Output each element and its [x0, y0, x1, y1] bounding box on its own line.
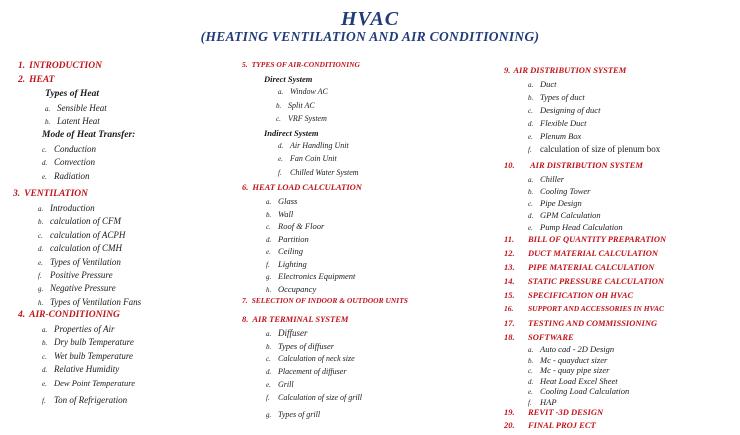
- item-marker: e.: [528, 224, 533, 232]
- section-title: AIR TERMINAL SYSTEM: [252, 314, 349, 324]
- item-marker: a.: [278, 88, 284, 96]
- section-title: HEAT: [29, 75, 55, 85]
- item-text: calculation of CMH: [50, 243, 122, 254]
- section-air-terminal-system: [242, 315, 502, 329]
- item-marker: d.: [266, 367, 272, 376]
- list-item: [18, 396, 233, 409]
- item-marker: d.: [42, 366, 48, 375]
- item-marker: c.: [42, 352, 47, 361]
- section-pipe-material: [504, 263, 740, 277]
- item-text: Cooling Tower: [540, 186, 591, 196]
- section-title: TYPES OF AIR-CONDITIONING: [251, 60, 360, 69]
- list-item: [504, 145, 740, 161]
- list-item: [18, 352, 233, 365]
- item-marker: b.: [528, 356, 534, 365]
- item-text: calculation of CFM: [50, 216, 121, 227]
- item-marker: d.: [278, 141, 284, 150]
- section-final-project: [504, 421, 740, 435]
- item-marker: a.: [266, 330, 272, 338]
- section-title: REVIT -3D DESIGN: [528, 407, 604, 417]
- item-text: Fan Coin Unit: [290, 154, 337, 163]
- section-number: 17.: [504, 318, 515, 328]
- section-specification: [504, 291, 740, 305]
- item-text: GPM Calculation: [540, 210, 601, 220]
- section-number: 5.: [242, 60, 248, 69]
- item-marker: h.: [266, 285, 272, 294]
- column-2: [242, 61, 502, 424]
- item-text: Calculation of size of grill: [278, 392, 363, 402]
- item-marker: e.: [266, 248, 271, 256]
- item-text: Mc - quay pipe sizer: [540, 365, 610, 375]
- item-text: Mc - quayduct sizer: [540, 354, 608, 365]
- list-item: [18, 158, 233, 171]
- section-heat: [18, 76, 233, 90]
- column-1: [13, 61, 233, 409]
- item-text: Types of duct: [540, 92, 585, 102]
- item-marker: d.: [266, 235, 272, 244]
- item-text: Partition: [278, 233, 309, 244]
- item-text: Ton of Refrigeration: [54, 394, 128, 405]
- section-title: DUCT MATERIAL CALCULATION: [528, 248, 659, 258]
- list-item: [18, 217, 233, 230]
- section-title: AIR DISTRIBUTION SYSTEM: [513, 65, 627, 75]
- section-heat-load-calculation: [242, 183, 502, 197]
- item-text: Electronics Equipment: [278, 271, 356, 281]
- section-support-accessories: [504, 305, 740, 319]
- item-text: Cooling Load Calculation: [540, 386, 630, 396]
- section-selection-of-units: [242, 297, 502, 315]
- list-item: [242, 169, 502, 183]
- item-text: Chiller: [540, 174, 565, 184]
- item-marker: e.: [528, 133, 533, 141]
- item-marker: d.: [528, 212, 534, 220]
- list-item: [18, 365, 233, 378]
- item-marker: c.: [276, 115, 281, 123]
- item-text: calculation of size of plenum box: [540, 144, 661, 154]
- section-ventilation: [13, 190, 233, 204]
- list-item: [242, 102, 502, 116]
- item-marker: c.: [528, 367, 533, 375]
- item-text: Plenum Box: [540, 131, 582, 141]
- section-number: 1.: [18, 61, 26, 71]
- item-marker: f.: [38, 271, 42, 280]
- list-item: [242, 155, 502, 169]
- list-item: [18, 172, 233, 185]
- section-number: 9.: [504, 65, 511, 75]
- section-air-distribution-system: [504, 66, 740, 80]
- item-text: Wall: [278, 208, 294, 219]
- item-marker: a.: [266, 198, 272, 206]
- item-text: HAP: [540, 396, 557, 407]
- subheading-mode-of-heat-transfer: Mode of Heat Transfer:: [42, 129, 136, 140]
- item-text: Air Handling Unit: [290, 140, 349, 150]
- list-item: [18, 117, 233, 130]
- section-number: 10.: [504, 160, 515, 170]
- list-item: [242, 411, 502, 424]
- item-marker: b.: [42, 339, 48, 348]
- item-marker: a.: [38, 204, 44, 213]
- item-text: Auto cad - 2D Design: [540, 344, 615, 354]
- item-marker: c.: [266, 223, 271, 231]
- subheading-indirect-system: Indirect System: [264, 127, 319, 138]
- item-marker: b.: [38, 218, 44, 227]
- item-marker: d.: [528, 120, 534, 128]
- item-text: Split AC: [288, 100, 315, 110]
- item-marker: c.: [42, 145, 47, 154]
- item-text: Grill: [278, 379, 294, 389]
- item-marker: g.: [266, 410, 272, 419]
- list-item: [18, 231, 233, 244]
- section-title: AIR DISTRIBUTION SYSTEM: [530, 160, 643, 170]
- item-marker: e.: [528, 388, 533, 396]
- item-marker: e.: [42, 172, 47, 181]
- item-text: Convection: [54, 157, 95, 168]
- item-text: Dry bulb Temperature: [54, 337, 134, 348]
- item-marker: f.: [528, 146, 532, 154]
- item-text: Types of Ventilation: [50, 256, 121, 267]
- list-item: [18, 244, 233, 257]
- item-marker: e.: [278, 155, 283, 163]
- item-text: Occupancy: [278, 283, 317, 294]
- item-text: Types of grill: [278, 409, 321, 419]
- section-number: 20.: [504, 420, 515, 430]
- item-marker: b.: [528, 94, 534, 102]
- item-marker: a.: [42, 326, 48, 335]
- item-marker: c.: [266, 354, 271, 363]
- list-item: [18, 284, 233, 297]
- list-item: [242, 394, 502, 411]
- section-types-of-air-conditioning: [242, 61, 502, 75]
- item-text: Properties of Air: [54, 324, 115, 335]
- section-title: SELECTION OF INDOOR & OUTDOOR UNITS: [251, 296, 408, 305]
- item-text: Placement of diffuser: [278, 366, 347, 376]
- section-number: 12.: [504, 248, 515, 258]
- section-number: 19.: [504, 407, 515, 417]
- section-number: 4.: [18, 310, 26, 321]
- section-number: 7.: [242, 296, 248, 305]
- section-title: SPECIFICATION OH HVAC: [528, 290, 634, 300]
- item-text: Chilled Water System: [290, 167, 359, 177]
- item-marker: b.: [45, 118, 51, 127]
- section-number: 13.: [504, 262, 515, 272]
- section-title: TESTING AND COMMISSIONING: [528, 318, 658, 328]
- list-item: [18, 258, 233, 271]
- section-number: 2.: [18, 75, 26, 85]
- section-title: SUPPORT AND ACCESSORIES IN HVAC: [528, 304, 665, 313]
- item-marker: c.: [528, 200, 533, 208]
- item-marker: c.: [528, 107, 533, 115]
- section-number: 6.: [242, 182, 249, 192]
- subheading-direct-system: Direct System: [264, 74, 313, 84]
- section-testing-commissioning: [504, 319, 740, 333]
- section-air-distribution-system-2: [504, 161, 740, 175]
- item-marker: d.: [38, 245, 44, 254]
- item-text: Window AC: [290, 87, 328, 96]
- item-text: Types of Ventilation Fans: [50, 296, 142, 307]
- item-marker: f.: [278, 168, 282, 177]
- item-text: Relative Humidity: [54, 364, 120, 375]
- item-text: Dew Point Temperature: [54, 377, 136, 388]
- item-marker: g.: [38, 285, 44, 294]
- section-title: STATIC PRESSURE CALCULATION: [528, 276, 665, 286]
- item-marker: e.: [38, 258, 43, 267]
- section-number: 11.: [504, 234, 515, 244]
- section-number: 16.: [504, 304, 514, 313]
- subheading-types-of-heat: Types of Heat: [45, 89, 99, 99]
- list-item: [18, 104, 233, 117]
- list-item: [18, 204, 233, 217]
- item-marker: f.: [528, 398, 532, 407]
- item-text: Lighting: [278, 258, 307, 269]
- item-text: Designing of duct: [540, 105, 601, 115]
- item-text: Roof & Floor: [278, 221, 325, 231]
- section-number: 15.: [504, 290, 515, 300]
- section-duct-material: [504, 249, 740, 263]
- list-item: [18, 325, 233, 338]
- section-number: 3.: [13, 188, 21, 199]
- item-marker: b.: [528, 188, 534, 196]
- item-text: Types of diffuser: [278, 340, 335, 351]
- section-title: HEAT LOAD CALCULATION: [252, 182, 362, 192]
- item-text: Latent Heat: [57, 116, 100, 127]
- item-text: Glass: [278, 196, 298, 206]
- section-title: PIPE MATERIAL CALCULATION: [528, 262, 655, 272]
- section-title: AIR-CONDITIONING: [29, 310, 120, 321]
- section-title: INTRODUCTION: [29, 61, 102, 71]
- item-text: Wet bulb Temperature: [54, 350, 134, 361]
- item-text: Negative Pressure: [50, 283, 116, 294]
- item-text: Pipe Design: [540, 198, 582, 208]
- section-title: BILL OF QUANTITY PREPARATION: [528, 234, 667, 244]
- section-introduction: [18, 62, 233, 76]
- item-marker: d.: [528, 377, 534, 386]
- item-marker: a.: [528, 346, 534, 354]
- item-text: Radiation: [54, 170, 90, 181]
- list-item: [18, 338, 233, 351]
- item-text: Heat Load Excel Sheet: [540, 375, 618, 386]
- section-number: 14.: [504, 276, 515, 286]
- section-number: 8.: [242, 314, 249, 324]
- item-marker: a.: [528, 81, 534, 89]
- list-item: [242, 115, 502, 129]
- section-number: 18.: [504, 332, 515, 342]
- list-item: [242, 142, 502, 156]
- item-marker: b.: [266, 342, 272, 351]
- item-text: Pump Head Calculation: [540, 222, 623, 232]
- item-text: Conduction: [54, 143, 96, 154]
- list-item: [18, 298, 233, 311]
- item-text: Duct: [540, 79, 557, 89]
- item-marker: h.: [38, 298, 44, 307]
- item-marker: f.: [266, 260, 270, 269]
- item-marker: e.: [266, 380, 271, 389]
- item-marker: d.: [42, 159, 48, 168]
- item-marker: b.: [266, 210, 272, 219]
- column-3: [504, 66, 740, 435]
- page-title: HVAC: [340, 8, 400, 30]
- item-marker: c.: [38, 231, 43, 240]
- item-text: Calculation of neck size: [278, 353, 355, 363]
- item-marker: g.: [266, 273, 272, 281]
- list-item: [18, 271, 233, 284]
- section-title: SOFTWARE: [528, 332, 574, 342]
- item-text: Diffuser: [278, 328, 308, 338]
- section-title: FINAL PROJ ECT: [528, 420, 596, 430]
- item-text: Introduction: [50, 202, 95, 213]
- item-marker: e.: [42, 379, 47, 388]
- item-marker: a.: [528, 176, 534, 184]
- list-item: [18, 379, 233, 396]
- item-text: Flexible Duct: [540, 118, 587, 128]
- item-marker: b.: [276, 101, 282, 110]
- item-marker: f.: [266, 393, 270, 402]
- item-text: Sensible Heat: [57, 103, 107, 113]
- item-text: VRF System: [288, 114, 327, 123]
- list-item: [18, 145, 233, 158]
- item-text: Ceiling: [278, 246, 304, 256]
- page-subtitle: (HEATING VENTILATION AND AIR CONDITIONING): [200, 29, 540, 44]
- section-air-conditioning: [18, 311, 233, 325]
- section-title: VENTILATION: [24, 188, 88, 199]
- item-text: Positive Pressure: [50, 269, 113, 280]
- section-static-pressure: [504, 277, 740, 291]
- item-marker: f.: [42, 396, 46, 405]
- item-marker: a.: [45, 105, 51, 113]
- section-bill-of-quantity: [504, 235, 740, 249]
- list-item: [242, 88, 502, 102]
- item-text: calculation of ACPH: [50, 229, 126, 240]
